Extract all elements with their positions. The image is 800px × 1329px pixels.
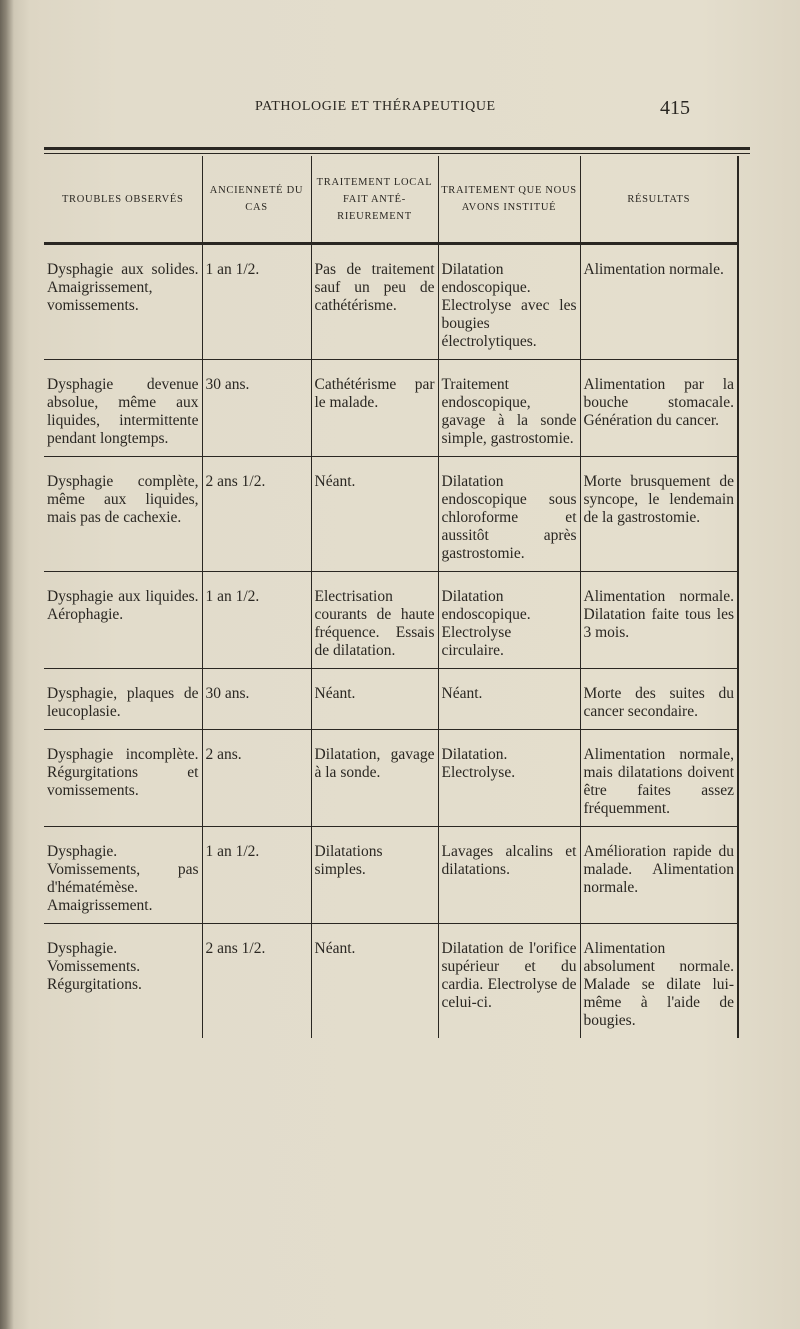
cell-anciennete: 30 ans.: [202, 360, 311, 457]
cell-traitement-institue: Dilatation. Electrolyse.: [438, 730, 580, 827]
cell-resultats: Alimentation normale, mais dilatations doivent être faites assez fréquemment.: [580, 730, 738, 827]
cell-anciennete: 30 ans.: [202, 669, 311, 730]
cell-anciennete: 1 an 1/2.: [202, 572, 311, 669]
cell-traitement-institue: Dilatation endoscopique sous chloroforme et aussitôt après gastrostomie.: [438, 457, 580, 572]
cell-anciennete: 2 ans.: [202, 730, 311, 827]
cell-traitement-anterieur: Pas de traitement sauf un peu de cathétérisme.: [311, 244, 438, 360]
treatment-table: [44, 156, 739, 1038]
cell-traitement-institue: Dilatation endoscopique. Electrolyse avec les bougies électrolytiques.: [438, 244, 580, 360]
table-row: [44, 730, 738, 827]
header-anciennete: ANCIENNETÉ DU CAS: [202, 156, 311, 244]
cell-anciennete: 1 an 1/2.: [202, 827, 311, 924]
cell-troubles: Dysphagie. Vomissements, pas d'hématémèse. Amaigrissement.: [44, 827, 202, 924]
table-top-rule: [44, 147, 750, 150]
cell-resultats: Amélioration rapide du malade. Alimentation normale.: [580, 827, 738, 924]
cell-troubles: Dysphagie aux solides. Amaigrissement, vomissements.: [44, 244, 202, 360]
cell-resultats: Alimentation par la bouche stomacale. Génération du cancer.: [580, 360, 738, 457]
header-resultats: RÉSULTATS: [580, 156, 738, 244]
cell-traitement-institue: Traitement endoscopique, gavage à la sonde simple, gastrostomie.: [438, 360, 580, 457]
table-top-rule-thin: [44, 153, 750, 154]
cell-resultats: Alimentation normale. Dilatation faite tous les 3 mois.: [580, 572, 738, 669]
cell-anciennete: 2 ans 1/2.: [202, 924, 311, 1039]
cell-traitement-anterieur: Néant.: [311, 924, 438, 1039]
cell-traitement-institue: Dilatation endoscopique. Electrolyse circulaire.: [438, 572, 580, 669]
cell-resultats: Morte brusquement de syncope, le lendemain de la gastrostomie.: [580, 457, 738, 572]
cell-resultats: Alimentation absolument normale. Malade se dilate lui-même à l'aide de bougies.: [580, 924, 738, 1039]
table-row: [44, 572, 738, 669]
table-row: [44, 827, 738, 924]
cell-troubles: Dysphagie, plaques de leucoplasie.: [44, 669, 202, 730]
header-traitement-institue: TRAITEMENT QUE NOUS AVONS INSTITUÉ: [438, 156, 580, 244]
table-header-row: [44, 156, 738, 244]
table-row: [44, 924, 738, 1039]
cell-traitement-anterieur: Dilatations simples.: [311, 827, 438, 924]
cell-traitement-institue: Lavages alcalins et dilatations.: [438, 827, 580, 924]
cell-traitement-anterieur: Dilatation, gavage à la sonde.: [311, 730, 438, 827]
cell-resultats: Morte des suites du cancer secondaire.: [580, 669, 738, 730]
cell-traitement-institue: Néant.: [438, 669, 580, 730]
table-row: [44, 669, 738, 730]
cell-resultats: Alimentation normale.: [580, 244, 738, 360]
cell-anciennete: 2 ans 1/2.: [202, 457, 311, 572]
table-row: [44, 244, 738, 360]
cell-traitement-anterieur: Néant.: [311, 457, 438, 572]
cell-troubles: Dysphagie complète, même aux liquides, mais pas de cachexie.: [44, 457, 202, 572]
cell-troubles: Dysphagie aux liquides. Aérophagie.: [44, 572, 202, 669]
cell-traitement-institue: Dilatation de l'orifice supérieur et du cardia. Electrolyse de celui-ci.: [438, 924, 580, 1039]
cell-troubles: Dysphagie incomplète. Régurgitations et vomissements.: [44, 730, 202, 827]
cell-traitement-anterieur: Cathétérisme par le malade.: [311, 360, 438, 457]
cell-troubles: Dysphagie devenue absolue, même aux liquides, intermittente pendant longtemps.: [44, 360, 202, 457]
header-troubles: TROUBLES OBSERVÉS: [44, 156, 202, 244]
cell-traitement-anterieur: Néant.: [311, 669, 438, 730]
table-row: [44, 457, 738, 572]
cell-troubles: Dysphagie. Vomissements. Régurgitations.: [44, 924, 202, 1039]
page-number: 415: [660, 97, 690, 119]
running-head: [0, 97, 800, 121]
cell-traitement-anterieur: Electrisation courants de haute fréquence. Essais de dilatation.: [311, 572, 438, 669]
header-traitement-anterieur: TRAITEMENT LOCAL FAIT ANTÉ- RIEUREMENT: [311, 156, 438, 244]
running-head-title: PATHOLOGIE ET THÉRAPEUTIQUE: [255, 99, 496, 114]
cell-anciennete: 1 an 1/2.: [202, 244, 311, 360]
table-row: [44, 360, 738, 457]
